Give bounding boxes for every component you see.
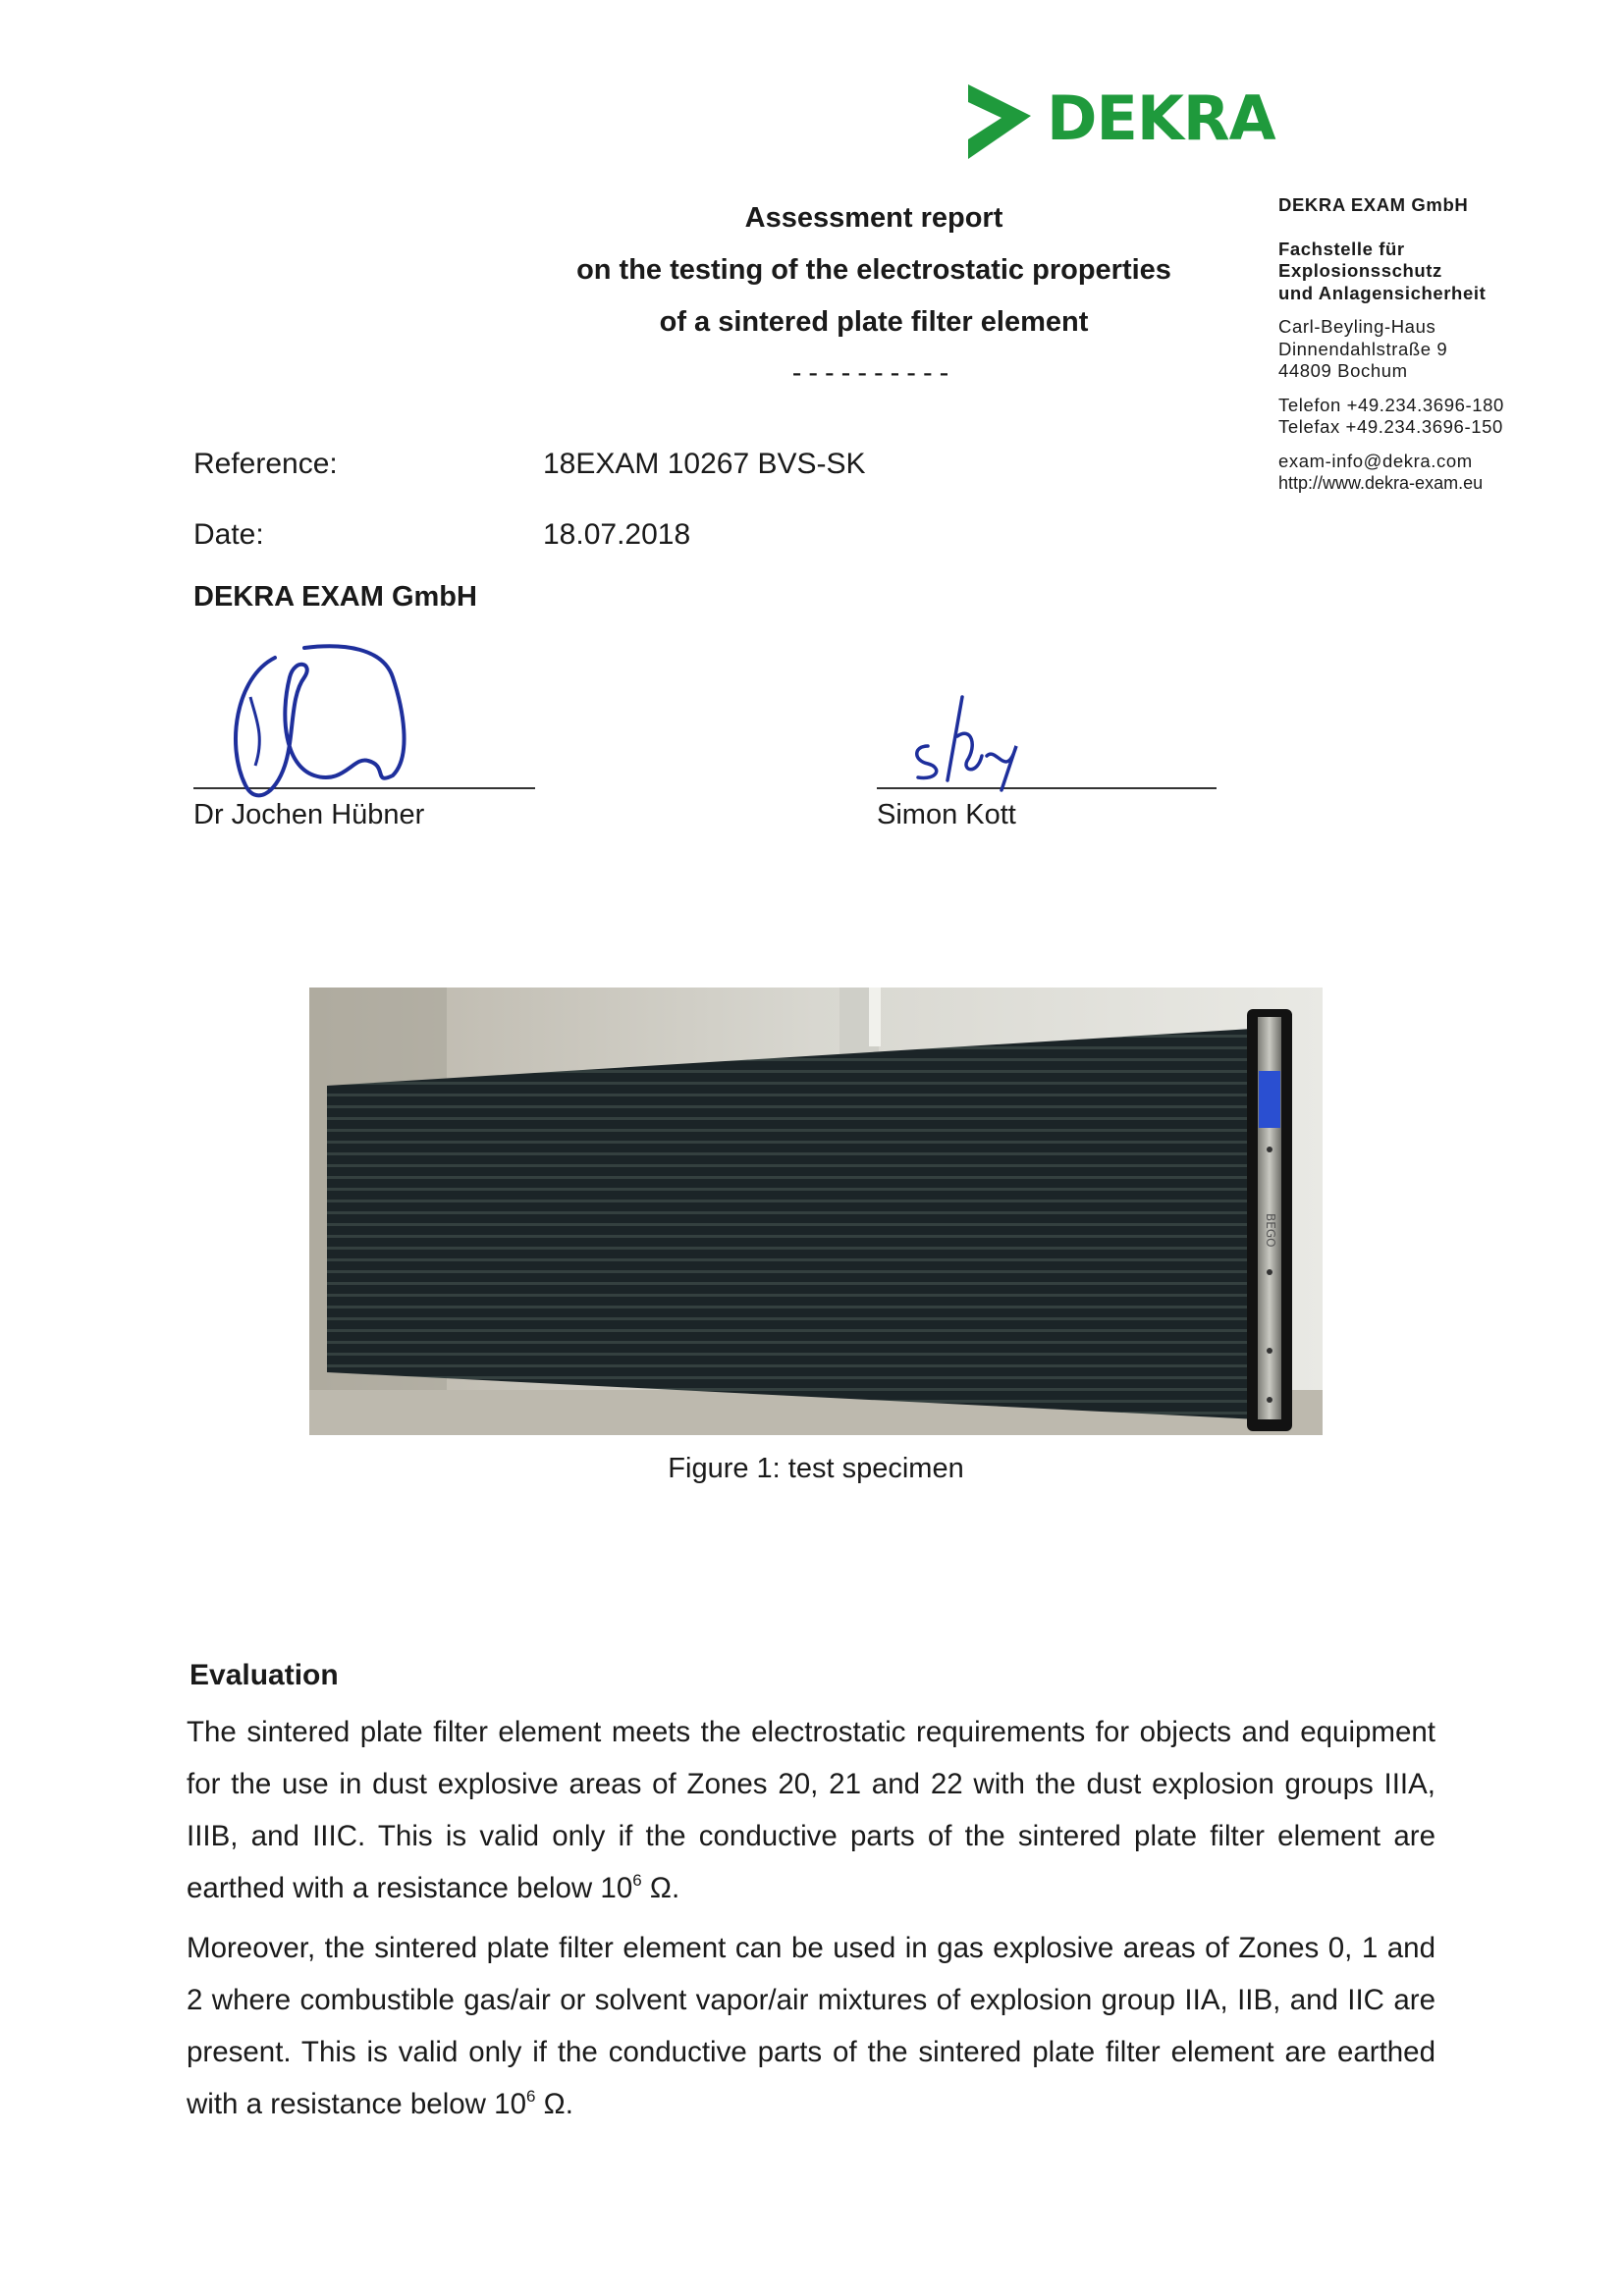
address-street-2: Dinnendahlstraße 9 xyxy=(1278,338,1448,359)
reference-value: 18EXAM 10267 BVS-SK xyxy=(543,448,866,480)
evaluation-heading: Evaluation xyxy=(189,1659,339,1691)
title-separator: ---------- xyxy=(791,357,956,389)
reference-label: Reference: xyxy=(193,448,338,480)
date-label: Date: xyxy=(193,518,264,551)
date-value: 18.07.2018 xyxy=(543,518,691,551)
title-line-2: on the testing of the electrostatic properties xyxy=(576,254,1171,286)
address-web[interactable]: http://www.dekra-exam.eu xyxy=(1278,473,1484,493)
exponent-1: 6 xyxy=(632,1871,642,1890)
signer-right-name: Simon Kott xyxy=(877,799,1016,830)
title-line-3: of a sintered plate filter element xyxy=(659,306,1089,338)
address-block xyxy=(1278,194,1593,495)
address-street-3: 44809 Bochum xyxy=(1278,360,1408,381)
address-street-1: Carl-Beyling-Haus xyxy=(1278,316,1436,337)
evaluation-paragraph-2-text: Moreover, the sintered plate filter element can be used in gas explosive areas of Zones 0, 1 and 2 where combustible gas/air or solvent vapor/air mixtures of explosion group IIA, IIB, and IIC are present. This is valid only if the conductive parts of the sintered plate filter element are earthed with a resistance below 10 xyxy=(187,1932,1435,2120)
address-email[interactable]: exam-info@dekra.com xyxy=(1278,450,1473,471)
address-department-1: Fachstelle für xyxy=(1278,238,1405,259)
address-company: DEKRA EXAM GmbH xyxy=(1278,194,1469,215)
dekra-logo-icon xyxy=(962,80,1037,163)
unit-2: Ω. xyxy=(535,2088,573,2120)
figure-caption: Figure 1: test specimen xyxy=(668,1453,964,1484)
exponent-2: 6 xyxy=(526,2087,536,2106)
dekra-logo xyxy=(962,77,1276,165)
address-department-3: und Anlagensicherheit xyxy=(1278,282,1487,303)
evaluation-paragraph-2 xyxy=(187,1922,1435,2130)
signer-left-name: Dr Jochen Hübner xyxy=(193,799,425,830)
issuer-company: DEKRA EXAM GmbH xyxy=(193,581,477,613)
frame-label: BEGO xyxy=(1264,1213,1277,1248)
signature-right xyxy=(908,687,1046,795)
title-line-1: Assessment report xyxy=(744,202,1003,234)
evaluation-paragraph-1-text: The sintered plate filter element meets the electrostatic requirements for objects and equipment for the use in dust explosive areas of Zones 20, 21 and 22 with the dust explosion groups IIIA, IIIB, and IIIC. This is valid only if the conductive parts of the sintered plate filter element are earthed with a resistance below 10 xyxy=(187,1716,1435,1904)
logo-wordmark: DEKRA xyxy=(1047,82,1275,154)
address-phone: Telefon +49.234.3696-180 xyxy=(1278,394,1504,415)
specimen-photo xyxy=(309,988,1323,1435)
specimen-photo-graphic xyxy=(309,988,1323,1435)
address-department-2: Explosionsschutz xyxy=(1278,260,1442,281)
report-title xyxy=(471,192,1276,398)
evaluation-paragraph-1 xyxy=(187,1706,1435,1914)
unit-1: Ω. xyxy=(641,1872,680,1904)
address-fax: Telefax +49.234.3696-150 xyxy=(1278,416,1503,437)
signature-left xyxy=(196,638,432,815)
